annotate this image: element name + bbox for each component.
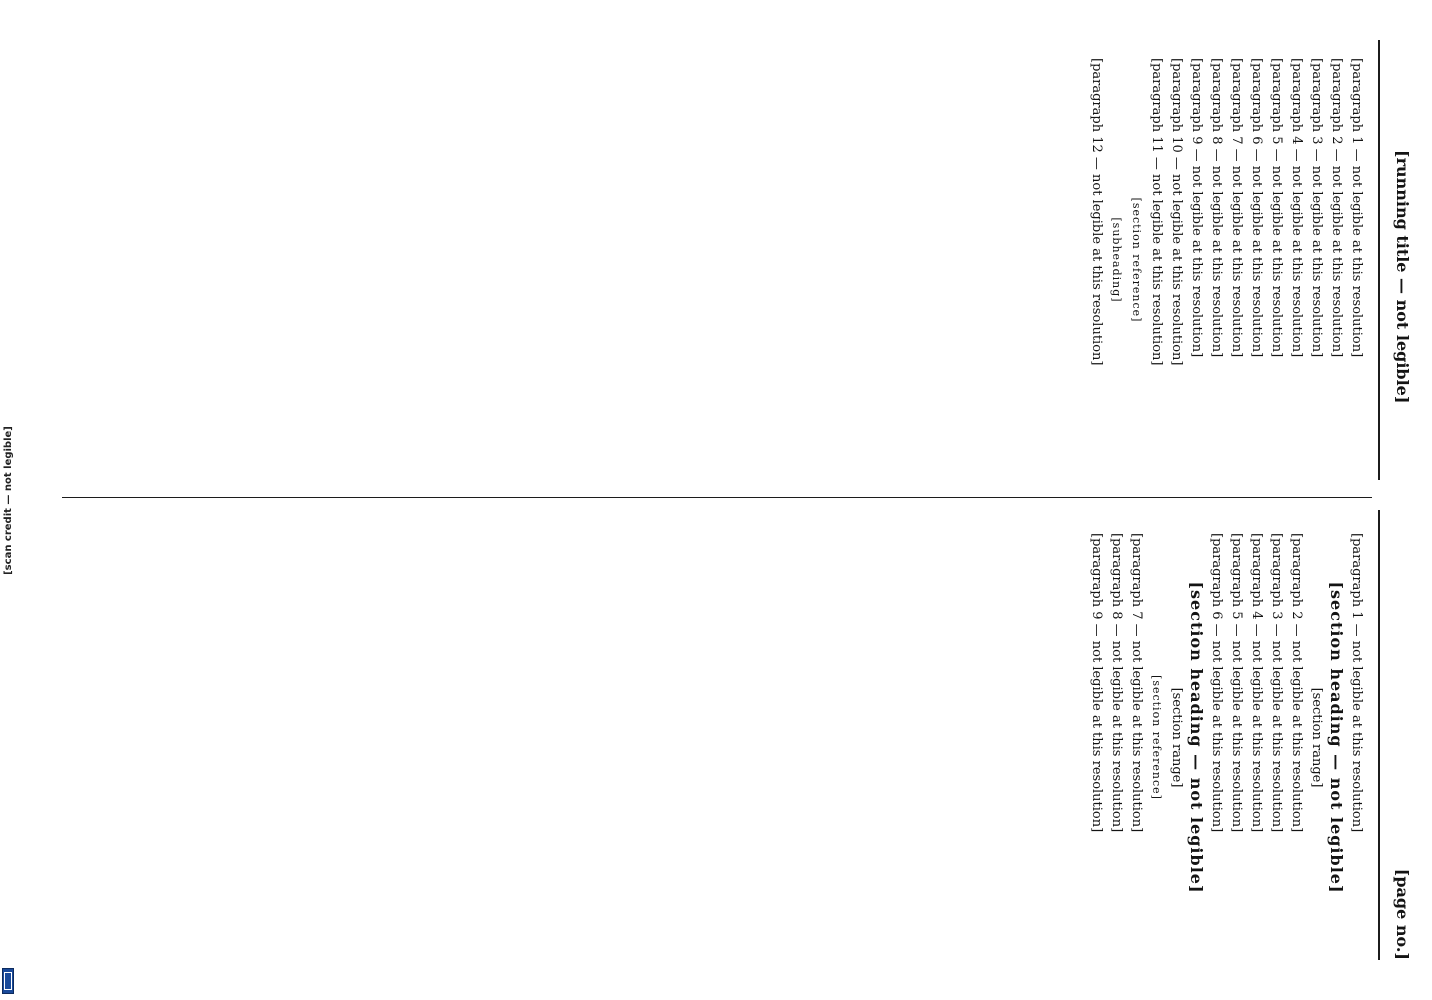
paragraph: [paragraph 8 — not legible at this resolution] (1109, 533, 1124, 833)
paragraph: [paragraph 2 — not legible at this resolution] (1289, 533, 1304, 833)
paragraph: [paragraph 3 — not legible at this resolution] (1309, 58, 1324, 358)
left-column (60, 40, 1366, 480)
paragraph: [paragraph 6 — not legible at this resolution] (1209, 533, 1224, 833)
paragraph: [paragraph 11 — not legible at this resolution] (1149, 58, 1164, 366)
section-reference: [section reference] (1130, 197, 1143, 323)
paragraph: [paragraph 9 — not legible at this resolution] (1189, 58, 1204, 358)
paragraph: [paragraph 8 — not legible at this resolution] (1209, 58, 1224, 358)
section-heading: [section heading — not legible] (1187, 581, 1206, 894)
paragraph: [paragraph 3 — not legible at this resolution] (1269, 533, 1284, 833)
page-header (1388, 0, 1412, 1000)
section-range: [section range] (1169, 687, 1184, 788)
paragraph: [paragraph 5 — not legible at this resolution] (1269, 58, 1284, 358)
paragraph: [paragraph 1 — not legible at this resolution] (1349, 58, 1364, 358)
right-column (60, 515, 1366, 960)
column-divider (62, 497, 1372, 498)
section-reference: [section reference] (1150, 675, 1163, 800)
paragraph: [paragraph 7 — not legible at this resolution] (1129, 533, 1144, 833)
logo-mark (4, 972, 12, 990)
section-heading: [section heading — not legible] (1327, 581, 1346, 894)
page-number: [page no.] (1393, 868, 1412, 960)
digitization-credit: [scan credit — not legible] (2, 425, 14, 575)
section-reference: [subheading] (1110, 217, 1123, 303)
paragraph: [paragraph 4 — not legible at this resolution] (1249, 533, 1264, 833)
paragraph: [paragraph 12 — not legible at this resolution] (1089, 58, 1104, 366)
paragraph: [paragraph 1 — not legible at this resolution] (1349, 533, 1364, 833)
paragraph: [paragraph 2 — not legible at this resolution] (1329, 58, 1344, 358)
running-title: [running title — not legible] (1393, 150, 1412, 404)
digitization-credit-strip (0, 0, 16, 1000)
paragraph: [paragraph 6 — not legible at this resolution] (1249, 58, 1264, 358)
header-rule-left (1378, 40, 1380, 480)
header-rule-right (1378, 510, 1380, 960)
paragraph: [paragraph 5 — not legible at this resolution] (1229, 533, 1244, 833)
section-range: [section range] (1309, 687, 1324, 788)
paragraph: [paragraph 9 — not legible at this resolution] (1089, 533, 1104, 833)
paragraph: [paragraph 4 — not legible at this resolution] (1289, 58, 1304, 358)
paragraph: [paragraph 10 — not legible at this resolution] (1169, 58, 1184, 366)
paragraph: [paragraph 7 — not legible at this resolution] (1229, 58, 1244, 358)
funder-logo-icon (2, 968, 14, 994)
